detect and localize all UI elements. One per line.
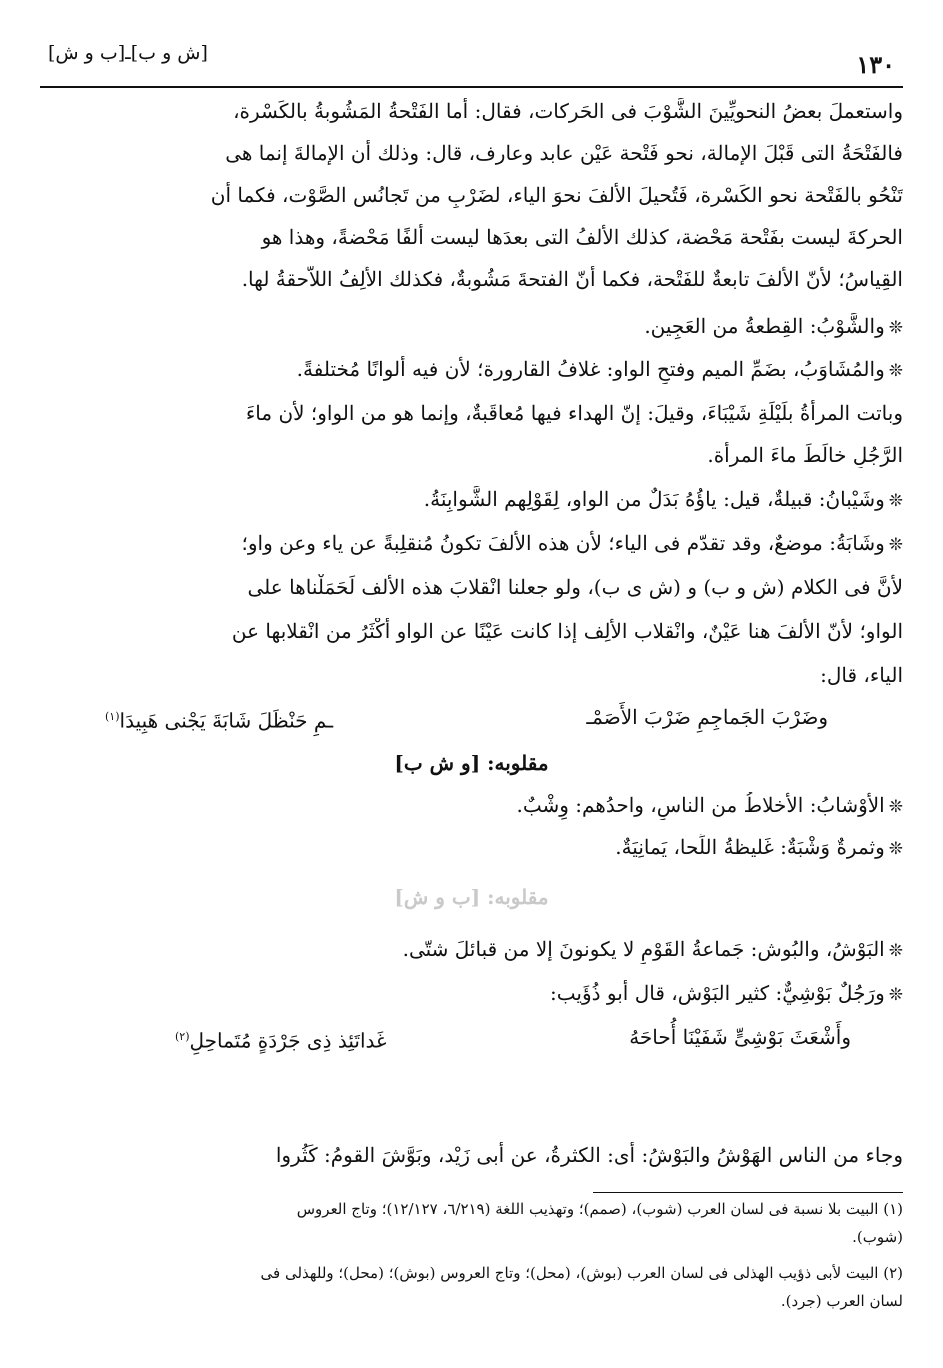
footnote-text: البيت لأبى ذؤيب الهذلى فى لسان العرب (بوش)، (محل)؛ وتاج العروس (بوش)؛ (محل)؛ وللهذلى فى [260, 1264, 879, 1282]
entry-text: وشَابَةُ: موضعٌ، وقد تقدّم فى الياء؛ لأن هذه الألفَ تكونُ مُنقلِبةً عن ياء وعن واو؛ [241, 531, 885, 555]
entry-text: ورَجُلٌ بَوْشِيٌّ: كثير البَوْش، قال أبو ذُؤَيب: [550, 981, 885, 1005]
text-line: الواو؛ لأنّ الألفَ هنا عَيْنٌ، وانْقلاب الألِف إذا كانت عَيْنًا عن الواو أكْثَرُ من انْقلابها عن [231, 619, 903, 643]
footnote-rule [593, 1192, 903, 1193]
star-icon: ❊ [888, 491, 903, 511]
verse-line [40, 702, 903, 732]
text-line: الياء، قال: [820, 663, 903, 687]
text-line: القِياسُ؛ لأنّ الألفَ تابعةٌ للفَتْحة، فكما أنّ الفتحةَ مَشُوبةٌ، فكذلك الأَلِفُ اللاّحقةُ لها. [241, 267, 903, 291]
text-line: واستعملَ بعضُ النحويِّينَ الشَّوْبَ فى الحَركات، فقال: أما الفَتْحةُ المَشُوبةُ بالكَسْرة، [233, 99, 903, 123]
entry-line [40, 356, 903, 384]
footnote-number: (٢) [883, 1264, 903, 1282]
verse-hemistich-right: وضَرْبَ الجَماجِمِ ضَرْبَ الأَصَمْـ [586, 705, 828, 729]
section-heading: مقلوبه: [و ش ب] [394, 751, 549, 775]
footnote-ref: (٢) [175, 1030, 190, 1043]
star-icon: ❊ [888, 941, 903, 961]
entry-line [40, 980, 903, 1008]
star-icon: ❊ [888, 839, 903, 859]
text-line: لأنَّ فى الكلام (ش و ب) و (ش ى ب)، ولو جعلنا انْقلابَ هذه الألف لَحَمَلْناها على [247, 575, 903, 599]
star-icon: ❊ [888, 361, 903, 381]
entry-line [40, 530, 903, 558]
entry-text: البَوْشُ، والبُوش: جَماعةُ القَوْمِ لا يكونونَ إلا من قبائلَ شتّى. [402, 937, 885, 961]
footnote [40, 1198, 903, 1220]
page-header [40, 38, 903, 82]
footnote-number: (١) [883, 1200, 903, 1218]
text-line: وجاء من الناسِ الهَوْشُ والبَوْشُ: أى: الكثرةُ، عن أبى زَيْد، وبَوَّشَ القومُ: كَثُروا [275, 1143, 903, 1167]
star-icon: ❊ [888, 797, 903, 817]
page-number: ١٣٠ [856, 50, 895, 79]
header-rule [40, 86, 903, 88]
section-heading: مقلوبه: [ب و ش] [394, 885, 549, 909]
footnote-continuation: لسان العرب (جرد). [780, 1292, 903, 1310]
footnote-continuation: (شوب). [852, 1228, 903, 1246]
verse-line [40, 1022, 903, 1052]
text-line: تَنْحُو بالفَتْحة نحو الكَسْرة، فَتُحيلَ الأَلفَ نحوَ الياء، لضَرْبٍ من تَجانُسِ الصَّوْت، فكما أن [210, 183, 903, 207]
entry-line [40, 834, 903, 862]
text-line: الحركةَ ليست بفَتْحة مَحْضة، كذلك الأَلفُ التى بعدَها ليست أَلفًا مَحْضةً، وهذا هو [261, 225, 903, 249]
entry-line [40, 792, 903, 820]
body-text [40, 98, 903, 1368]
entry-text: الأَوْشابُ: الأخلاطُ من الناسِ، واحدُهم: وِشْبٌ. [516, 793, 885, 817]
verse-hemistich-left: ـمِ حَنْظَلَ شَابَةَ يَجْنى هَبِيدَا$^{(١)}$ [105, 708, 334, 733]
star-icon: ❊ [888, 985, 903, 1005]
text-line: الرَّجُلِ خالَطَ ماءَ المرأة. [707, 443, 903, 467]
entry-line [40, 486, 903, 514]
header-roots: [ش و ب]ـ[ب و ش] [48, 42, 208, 64]
footnote-ref: (١) [105, 710, 120, 723]
text-line: فالفَتْحَةُ التى قَبْلَ الإمالة، نحو فَتْحة عَيْن عابد وعارف، قال: وذلك أن الإمالةَ إنما هى [225, 141, 903, 165]
entry-line [40, 313, 903, 341]
entry-text: وشَيْبانُ: قبيلةٌ، قيل: ياؤُهُ بَدَلٌ من الواو، لِقَوْلِهم الشَّوابِنَةُ. [423, 487, 885, 511]
verse-hemistich-left: غَداتَئِذ ذِى جَرْدَةٍ مُتَماحِلِ$^{(٢)}$ [175, 1028, 387, 1053]
footnote-text: البيت بلا نسبة فى لسان العرب (شوب)، (صمم)؛ وتهذيب اللغة (٦/٢١٩، ١٢/١٢٧)؛ وتاج العروس [296, 1200, 879, 1218]
star-icon: ❊ [888, 318, 903, 338]
entry-line [40, 936, 903, 964]
entry-text: وثمرةٌ وَشْبَةٌ: غَليظةُ اللِّحا، يَمانِيَةٌ. [615, 835, 885, 859]
entry-text: والشَّوْبُ: القِطعةُ من العَجِين. [644, 314, 885, 338]
text-line: وباتت المرأةُ بلَيْلَةِ شَيْبَاءَ، وقيلَ: إنّ الهِداء فيها مُعاقَبةٌ، وإنما هو من الواو؛ لأن ماءَ [245, 401, 903, 425]
star-icon: ❊ [888, 535, 903, 555]
footnote [40, 1262, 903, 1284]
entry-text: والمُشَاوَبُ، بضَمِّ الميم وفتحِ الواو: غلافُ القارورة؛ لأن فيه ألوانًا مُختلفةً. [296, 357, 885, 381]
verse-hemistich-right: وأَشْعَثَ بَوْشِىٍّ شَفَيْنَا أُحاحَهُ [629, 1025, 851, 1049]
